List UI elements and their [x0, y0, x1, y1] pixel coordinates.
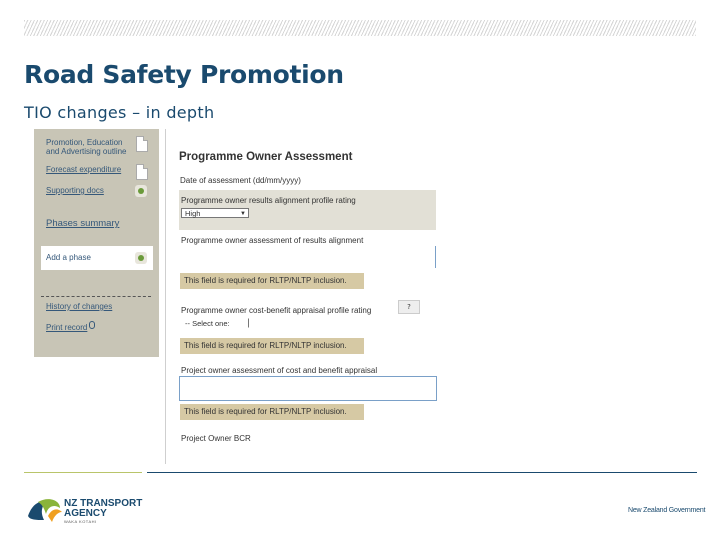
alignment-rating-label: Programme owner results alignment profile rating	[181, 196, 356, 205]
help-button[interactable]: ?	[398, 300, 420, 314]
alignment-rating-value: High	[185, 209, 201, 218]
add-document-icon[interactable]	[135, 185, 147, 197]
sidebar-item-supporting-docs[interactable]: Supporting docs	[46, 186, 104, 195]
alignment-rating-select[interactable]	[181, 208, 249, 218]
sidebar-item-add-phase[interactable]: Add a phase	[46, 253, 91, 262]
add-phase-icon[interactable]	[135, 252, 147, 264]
print-icon[interactable]	[89, 321, 95, 329]
required-notice-2: This field is required for RLTP/NLTP inclusion.	[180, 338, 364, 354]
document-icon	[136, 136, 148, 152]
logo-line-2: AGENCY	[64, 508, 107, 519]
cba-assessment-textarea[interactable]	[179, 376, 437, 401]
alignment-assessment-textarea[interactable]	[435, 246, 436, 268]
sidebar-item-forecast[interactable]: Forecast expenditure	[46, 165, 122, 174]
content-divider	[165, 129, 166, 464]
cba-assessment-label: Project owner assessment of cost and benefit appraisal	[181, 366, 378, 375]
logo-subtext: WAKA KOTAHI	[64, 519, 97, 524]
logo-line-1: NZ TRANSPORT	[64, 498, 143, 509]
footer-accent-line	[24, 472, 142, 473]
bcr-label: Project Owner BCR	[181, 434, 251, 443]
required-notice-1: This field is required for RLTP/NLTP inclusion.	[180, 273, 364, 289]
document-icon	[136, 164, 148, 180]
cba-rating-value: -- Select one:	[185, 319, 230, 328]
slide-title: Road Safety Promotion	[24, 60, 344, 89]
form-title: Programme Owner Assessment	[179, 151, 353, 163]
sidebar-item-phases-summary[interactable]: Phases summary	[46, 218, 120, 229]
sidebar-item-history[interactable]: History of changes	[46, 302, 113, 311]
footer-line	[147, 472, 697, 473]
date-label: Date of assessment (dd/mm/yyyy)	[180, 176, 301, 185]
chevron-down-icon: ▼	[240, 211, 246, 217]
required-notice-3: This field is required for RLTP/NLTP inclusion.	[180, 404, 364, 420]
logo-wordmark	[64, 499, 142, 519]
cba-rating-select[interactable]	[181, 318, 249, 328]
nz-government-logo: New Zealand Government	[628, 507, 706, 514]
alignment-assessment-label: Programme owner assessment of results alignment	[181, 236, 364, 245]
cba-rating-label: Programme owner cost-benefit appraisal profile rating	[181, 306, 372, 315]
header-hatch-band	[24, 20, 696, 36]
sidebar-item-outline[interactable]: Promotion, Education and Advertising outline	[46, 138, 127, 156]
sidebar-divider	[41, 296, 151, 297]
sidebar-item-print-record[interactable]: Print record	[46, 323, 88, 332]
slide-subtitle: TIO changes – in depth	[24, 103, 215, 122]
